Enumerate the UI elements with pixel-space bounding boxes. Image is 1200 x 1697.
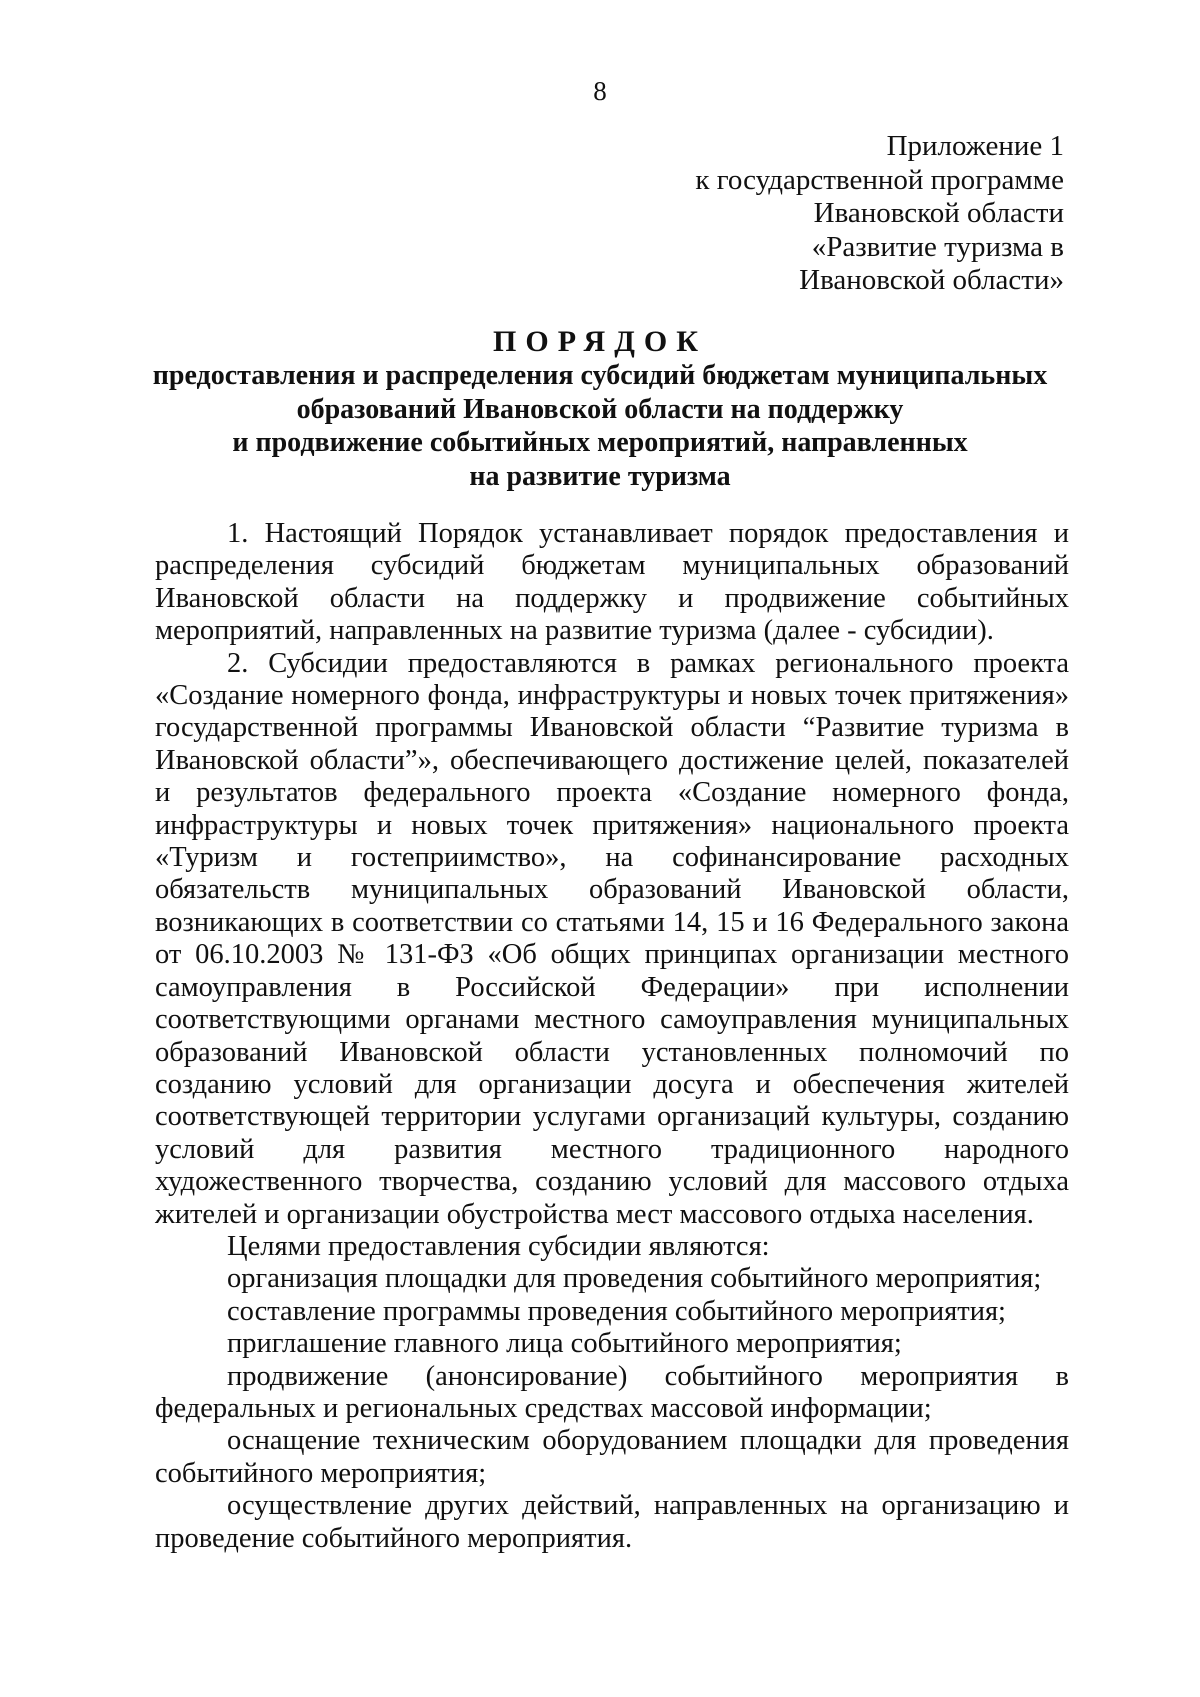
subtitle-line: и продвижение событийных мероприятий, направленных (232, 427, 968, 458)
appendix-line: «Развитие туризма в (811, 230, 1064, 263)
subtitle-line: на развитие туризма (469, 460, 731, 492)
appendix-line: Ивановской области» (799, 264, 1064, 296)
paragraph-goal-item: осуществление других действий, направленных на организацию и проведение событийного мероприятия. (155, 1490, 1069, 1554)
paragraph-goal-item: организация площадки для проведения событийного мероприятия; (227, 1263, 1042, 1295)
appendix-line: к государственной программе (695, 163, 1064, 196)
paragraph-goal-item: продвижение (анонсирование) событийного мероприятия в федеральных и региональных средствах массовой информации; (155, 1360, 1069, 1424)
subtitle-line: образований Ивановской области на поддержку (296, 393, 904, 425)
appendix-line: Ивановской области (813, 197, 1064, 229)
page-number: 8 (593, 76, 607, 106)
paragraph-clause-2: 2. Субсидии предоставляются в рамках регионального проекта «Создание номерного фонда, инфраструктуры и новых точек притяжения» государственной программы Ивановской области “Развитие туризма в Ивановской области”», обеспечивающего достижение целей, показателей и результатов федерального проекта «Создание номерного фонда, инфраструктуры и новых точек притяжения» национального проекта «Туризм и гостеприимство», на софинансирование расходных обязательств муниципальных образований Ивановской области, возникающих в соответствии со статьями 14, 15 и 16 Федерального закона от 06.10.2003 № 131-ФЗ «Об общих принципах организации местного самоуправления в Российской Федерации» при исполнении соответствующими органами местного самоуправления муниципальных образований Ивановской области установленных полномочий по созданию условий для организации досуга и обеспечения жителей соответствующей территории услугами организаций культуры, созданию условий для развития местного традиционного народного художественного творчества, созданию условий для массового отдыха жителей и организации обустройства мест массового отдыха населения. (155, 647, 1069, 1230)
paragraph-goals-intro: Целями предоставления субсидии являются: (227, 1230, 770, 1262)
paragraph-goal-item: приглашение главного лица событийного мероприятия; (227, 1328, 902, 1360)
document-title: ПОРЯДОК (493, 325, 707, 358)
appendix-header (604, 130, 1064, 298)
document-subtitle (120, 359, 1080, 493)
paragraph-clause-1: 1. Настоящий Порядок устанавливает порядок предоставления и распределения субсидий бюджетам муниципальных образований Ивановской области на поддержку и продвижение событийных мероприятий, направленных на развитие туризма (далее - субсидии). (155, 518, 1069, 647)
paragraph-goal-item: оснащение техническим оборудованием площадки для проведения событийного мероприятия; (155, 1425, 1069, 1489)
subtitle-line: предоставления и распределения субсидий бюджетам муниципальных (152, 360, 1048, 391)
paragraph-goal-item: составление программы проведения событийного мероприятия; (227, 1295, 1006, 1327)
appendix-line: Приложение 1 (886, 130, 1064, 162)
document-body (155, 518, 1069, 1555)
